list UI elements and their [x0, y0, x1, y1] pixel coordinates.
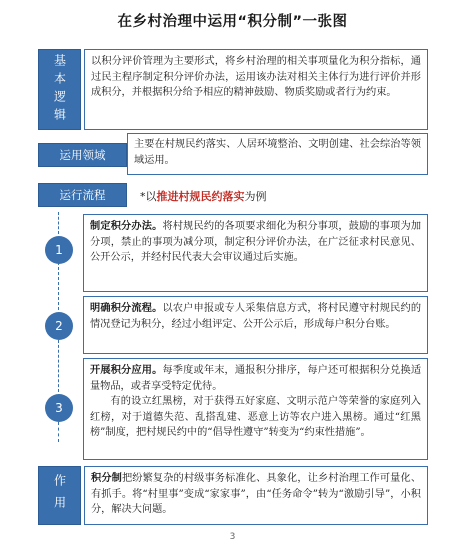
- connector-line: [58, 340, 59, 392]
- step-2-badge: 2: [45, 312, 73, 340]
- process-note-suffix: 为例: [244, 190, 267, 203]
- step-3-box: [83, 358, 428, 460]
- process-label: [38, 183, 127, 207]
- process-note-prefix: *以: [140, 190, 157, 203]
- connector-line: [58, 422, 59, 442]
- basic-logic-text: 以积分评价管理为主要形式，将乡村治理的相关事项量化为积分指标，通过民主程序制定积分评价办法，运用该办法对相关主体行为进行评价并形成积分，并根据积分给予相应的精神鼓励、物质奖励或者行为约束。: [91, 56, 421, 98]
- step-2-text: 以农户申报或专人采集信息方式，将村民遵守村规民约的情况登记为积分，经过小组评定、公开公示后，形成每户积分台账。: [90, 303, 422, 330]
- page-title: 在乡村治理中运用“积分制”一张图: [117, 14, 348, 30]
- step-1-badge: 1: [45, 236, 73, 264]
- application-area-label: [38, 143, 127, 167]
- step-1-title: 制定积分办法。: [90, 221, 163, 232]
- step-3-text: 每季度或年末，通报积分排序，每户还可根据积分兑换适量物品，或者享受特定优待。: [90, 365, 422, 392]
- basic-logic-label-text: 基本逻辑: [52, 53, 67, 126]
- basic-logic-label: [38, 49, 81, 130]
- step-3-badge: 3: [45, 394, 73, 422]
- application-area-label-text: 运用领域: [59, 148, 106, 162]
- page-number: 3: [229, 532, 236, 542]
- step-1-text: 将村规民约的各项要求细化为积分事项，鼓励的事项为加分项，禁止的事项为减分项，制定积分评价办法，在广泛征求村民意见、公开公示，并经村民代表大会审议通过后实施。: [90, 221, 422, 263]
- effect-box: [84, 466, 428, 525]
- process-note-highlight: 推进村规民约落实: [156, 190, 245, 203]
- effect-label-text: 作用: [52, 473, 67, 518]
- process-note: [140, 188, 267, 204]
- connector-line: [58, 212, 59, 234]
- step-1-box: [83, 214, 428, 292]
- process-label-text: 运行流程: [59, 188, 106, 202]
- application-area-box: [127, 133, 428, 175]
- step-2-title: 明确积分流程。: [90, 303, 163, 314]
- application-area-text: 主要在村规民约落实、人居环境整治、文明创建、社会综治等领域运用。: [134, 139, 421, 166]
- step-3-title: 开展积分应用。: [90, 365, 163, 376]
- step-2-box: [83, 296, 428, 354]
- effect-label: [38, 466, 81, 525]
- effect-text: 把纷繁复杂的村级事务标准化、具象化，让乡村治理工作可量化、有抓手。将“村里事”变成“家家事”，由“任务命令”转为“激励引导”，小积分，解决大问题。: [91, 473, 422, 515]
- effect-title: 积分制: [91, 473, 122, 484]
- connector-line: [58, 262, 59, 310]
- step-3-text-2: 有的设立红黑榜，对于获得五好家庭、文明示范户等荣誉的家庭列入红榜，对于道德失范、乱搭乱建、恶意上访等农户进入黑榜。通过“红黑榜”制度，把村规民约中的“倡导性遵守”转变为“约束性措施”。: [90, 396, 421, 438]
- basic-logic-box: [84, 49, 428, 130]
